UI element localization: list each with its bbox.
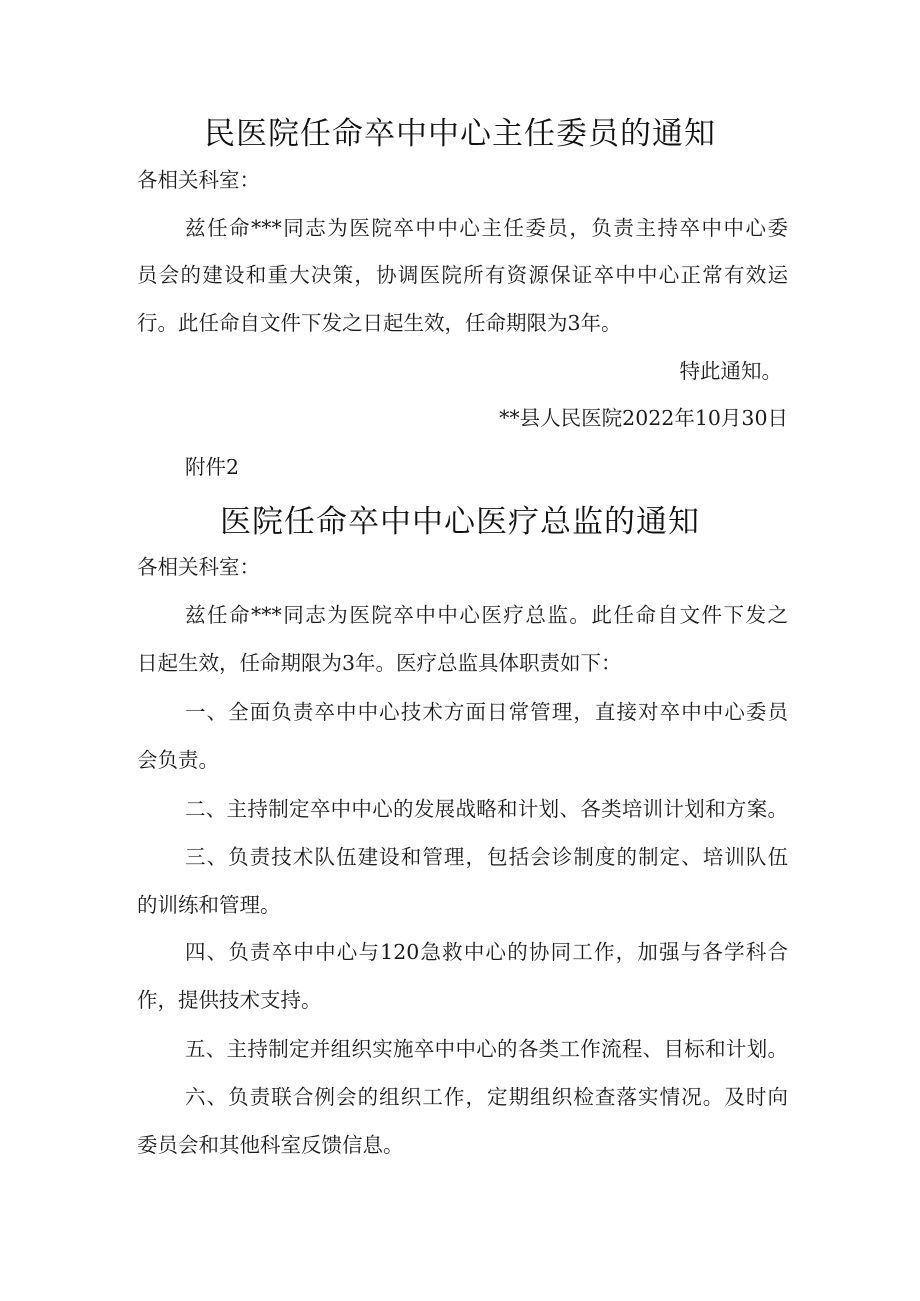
- duty-4-line-2: 作，提供技术支持。: [137, 988, 322, 1012]
- duty-3-line-2: 的训练和管理。: [137, 893, 281, 917]
- duty-1-line-1: 一、全面负责卒中中心技术方面日常管理，直接对卒中中心委员: [185, 700, 788, 724]
- attachment-label: 附件2: [185, 455, 240, 479]
- notice2-title: 医院任命卒中中心医疗总监的通知: [220, 504, 700, 540]
- duty-3-line-1: 三、负责技术队伍建设和管理，包括会诊制度的制定、培训队伍: [185, 845, 788, 869]
- notice1-body-line-3: 行。此任命自文件下发之日起生效，任命期限为3年。: [137, 311, 622, 335]
- notice2-intro-line-2: 日起生效，任命期限为3年。医疗总监具体职责如下：: [137, 651, 622, 675]
- duty-2-line-1: 二、主持制定卒中中心的发展战略和计划、各类培训计划和方案。: [185, 797, 788, 821]
- notice1-signature: **县人民医院2022年10月30日: [499, 406, 788, 430]
- notice2-salutation: 各相关科室：: [137, 555, 260, 579]
- notice2-intro-line-1: 兹任命***同志为医院卒中中心医疗总监。此任命自文件下发之: [185, 603, 788, 627]
- duty-6-line-2: 委员会和其他科室反馈信息。: [137, 1133, 404, 1157]
- notice1-title: 民医院任命卒中中心主任委员的通知: [204, 116, 716, 152]
- notice1-body-line-2: 员会的建设和重大决策，协调医院所有资源保证卒中中心正常有效运: [137, 263, 788, 287]
- notice1-salutation: 各相关科室：: [137, 168, 260, 192]
- duty-1-line-2: 会负责。: [137, 748, 219, 772]
- duty-4-line-1: 四、负责卒中中心与120急救中心的协同工作，加强与各学科合: [185, 940, 788, 964]
- duty-6-line-1: 六、负责联合例会的组织工作，定期组织检查落实情况。及时向: [185, 1085, 788, 1109]
- duty-5-line-1: 五、主持制定并组织实施卒中中心的各类工作流程、目标和计划。: [185, 1037, 788, 1061]
- notice1-body-line-1: 兹任命***同志为医院卒中中心主任委员，负责主持卒中中心委: [185, 216, 788, 240]
- notice1-closing: 特此通知。: [679, 359, 782, 383]
